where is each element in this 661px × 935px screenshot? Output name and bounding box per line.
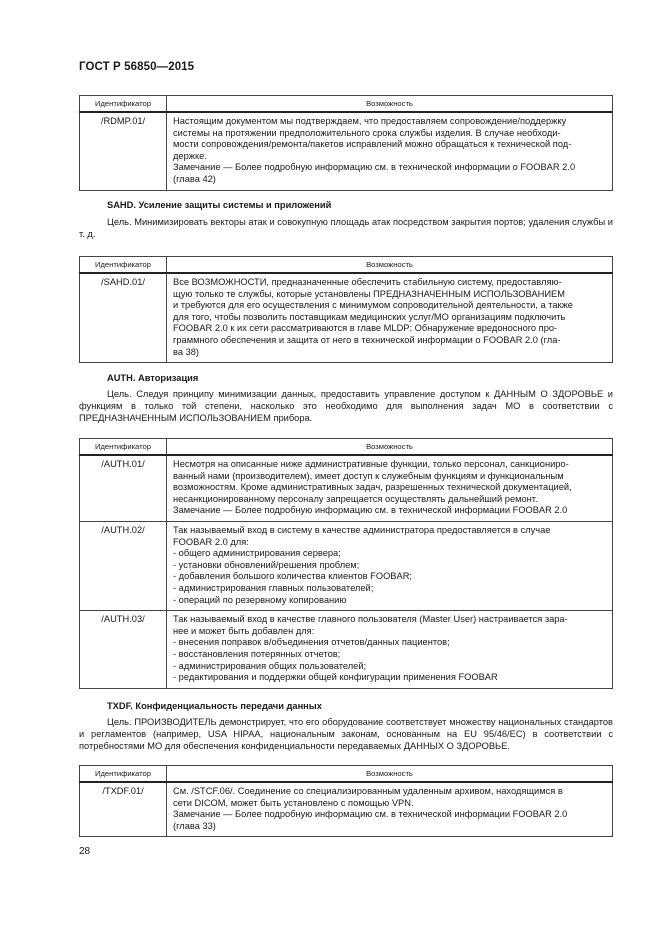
text-line: и требуются для его осуществления с минимумом сопроводительной деятельности, а также [173, 300, 573, 311]
requirements-table-sahd [79, 256, 613, 363]
text-line: (глава 42) [173, 173, 216, 184]
text-line: См. /STCF.06/. Соединение со специализированным удаленным архивом, находящимся в [173, 786, 563, 796]
section-goal-sahd: Цель. Минимизировать векторы атак и совокупную площадь атак посредством закрытия портов; удаления службы и т. д. [79, 217, 613, 239]
text-line: (глава 33) [173, 820, 216, 831]
text-line: - восстановления потерянных отчетов; [173, 648, 341, 659]
row-identifier: /AUTH.01/ [80, 455, 167, 521]
text-line: сети DICOM, может быть установлено с помощью VPN. [173, 797, 414, 808]
text-line: Замечание — Более подробную информацию см. в технической информации о FOOBAR 2.0 [173, 162, 576, 173]
row-identifier: /RDMP.01/ [80, 112, 167, 190]
text-line: нее и может быть добавлен для: [173, 625, 315, 636]
column-header-capability: Возможность [167, 257, 613, 274]
table-row [80, 611, 613, 689]
table-header-row [80, 96, 613, 113]
table-row [80, 521, 613, 610]
row-identifier: /SAHD.01/ [80, 273, 167, 363]
text-line: возможностям. Кроме административных задач, разрешенных технической документацией, [173, 482, 572, 493]
text-line: ванный нами (производителем), имеет доступ к служебным функциям и функциональным [173, 470, 564, 481]
text-line: FOOBAR 2.0 к их сети рассматриваются в главе MLDP: Обнаружение вредоносного про- [173, 323, 558, 334]
text-line: - администрирования общих пользователей; [173, 660, 367, 671]
text-line: Все ВОЗМОЖНОСТИ, предназначенные обеспечить стабильную систему, предоставляю- [173, 277, 562, 287]
row-capability [167, 521, 613, 610]
text-line: Так называемый вход в качестве главного пользователя (Master User) настраивается зара- [173, 614, 568, 625]
column-header-capability: Возможность [167, 439, 613, 456]
text-line: - общего администрирования сервера; [173, 548, 341, 559]
table-header-row [80, 257, 613, 274]
requirements-table-auth [79, 438, 613, 689]
row-identifier: /TXDF.01/ [80, 782, 167, 837]
text-line: Несмотря на описанные ниже административные функции, только персонал, санкциониро- [173, 459, 569, 469]
requirements-table-rdmp [79, 95, 613, 191]
text-line: FOOBAR 2.0 для: [173, 536, 249, 547]
section-goal-auth: Цель. Следуя принципу минимизации данных, предоставить управление доступом к ДАННЫМ О ЗДОРОВЬЕ и функциям в только той степени, насколько это необходимо для выполнения задач МО в соответствии с ПРЕДНАЗНАЧЕННЫМ ИСПОЛЬЗОВАНИЕМ прибора. [79, 389, 613, 423]
text-line: системы на протяжении предположительного срока службы изделия. В случае необходи- [173, 127, 561, 138]
column-header-identifier: Идентификатор [80, 257, 167, 274]
section-title-txdf: TXDF. Конфиденциальность передачи данных [107, 701, 322, 711]
row-capability [167, 611, 613, 689]
row-identifier: /AUTH.03/ [80, 611, 167, 689]
text-line: - добавления большого количества клиентов FOOBAR; [173, 571, 412, 582]
text-line: граммного обеспечения и защита от него в технической информации о FOOBAR 2.0 (гла- [173, 334, 561, 345]
text-line: ва 38) [173, 346, 200, 357]
table-header-row [80, 766, 613, 783]
text-line: - администрирования главных пользователей; [173, 582, 374, 593]
row-capability [167, 782, 613, 837]
column-header-identifier: Идентификатор [80, 96, 167, 113]
section-goal-txdf: Цель. ПРОИЗВОДИТЕЛЬ демонстрирует, что его оборудование соответствует множеству национальных стандартов и регламентов (например, USA HIPAA, национальным законам, основанным на EU 95/46/EC) в соответствии с потребностями МО для обеспечения конфиденциальности передаваемых ДАННЫХ О ЗДОРОВЬЕ. [79, 717, 613, 751]
text-line: щую только те службы, которые установлены ПРЕДНАЗНАЧЕННЫМ ИСПОЛЬЗОВАНИЕМ [173, 288, 565, 299]
row-identifier: /AUTH.02/ [80, 521, 167, 610]
text-line: Настоящим документом мы подтверждаем, что предоставляем сопровождение/поддержку [173, 116, 567, 126]
table-row [80, 112, 613, 190]
text-line: Замечание — Более подробную информацию см. в технической информации FOOBAR 2.0 [173, 505, 568, 516]
requirements-table-txdf [79, 765, 613, 837]
text-line: - операций по резервному копированию [173, 594, 347, 605]
row-capability [167, 273, 613, 363]
text-line: - установки обновлений/решения проблем; [173, 559, 360, 570]
section-title-auth: AUTH. Авторизация [107, 373, 199, 383]
text-line: - внесения поправок в/объединения отчетов/данных пациентов; [173, 637, 450, 648]
text-line: держке. [173, 150, 207, 161]
page-number: 28 [79, 846, 91, 857]
text-line: мости сопровождения/ремонта/пакетов исправлений можно обращаться к технической под- [173, 139, 572, 150]
row-capability [167, 455, 613, 521]
text-line: несанкционированному персоналу запрещается осуществлять дальнейший ремонт. [173, 493, 538, 504]
text-line: Замечание — Более подробную информацию см. в технической информации FOOBAR 2.0 [173, 809, 568, 820]
text-line: для того, чтобы позволить поставщикам медицинских услуг/МО организациям подключить [173, 311, 566, 322]
column-header-identifier: Идентификатор [80, 439, 167, 456]
table-row [80, 273, 613, 363]
text-line: Так называемый вход в систему в качестве администратора предоставляется в случае [173, 524, 551, 535]
section-title-sahd: SAHD. Усиление защиты системы и приложений [107, 200, 332, 210]
table-header-row [80, 439, 613, 456]
document-header: ГОСТ Р 56850—2015 [79, 61, 195, 73]
column-header-capability: Возможность [167, 96, 613, 113]
table-row [80, 455, 613, 521]
text-line: - редактирования и поддержки общей конфигурации применения FOOBAR [173, 672, 498, 683]
table-row [80, 782, 613, 837]
column-header-capability: Возможность [167, 766, 613, 783]
row-capability [167, 112, 613, 190]
column-header-identifier: Идентификатор [80, 766, 167, 783]
